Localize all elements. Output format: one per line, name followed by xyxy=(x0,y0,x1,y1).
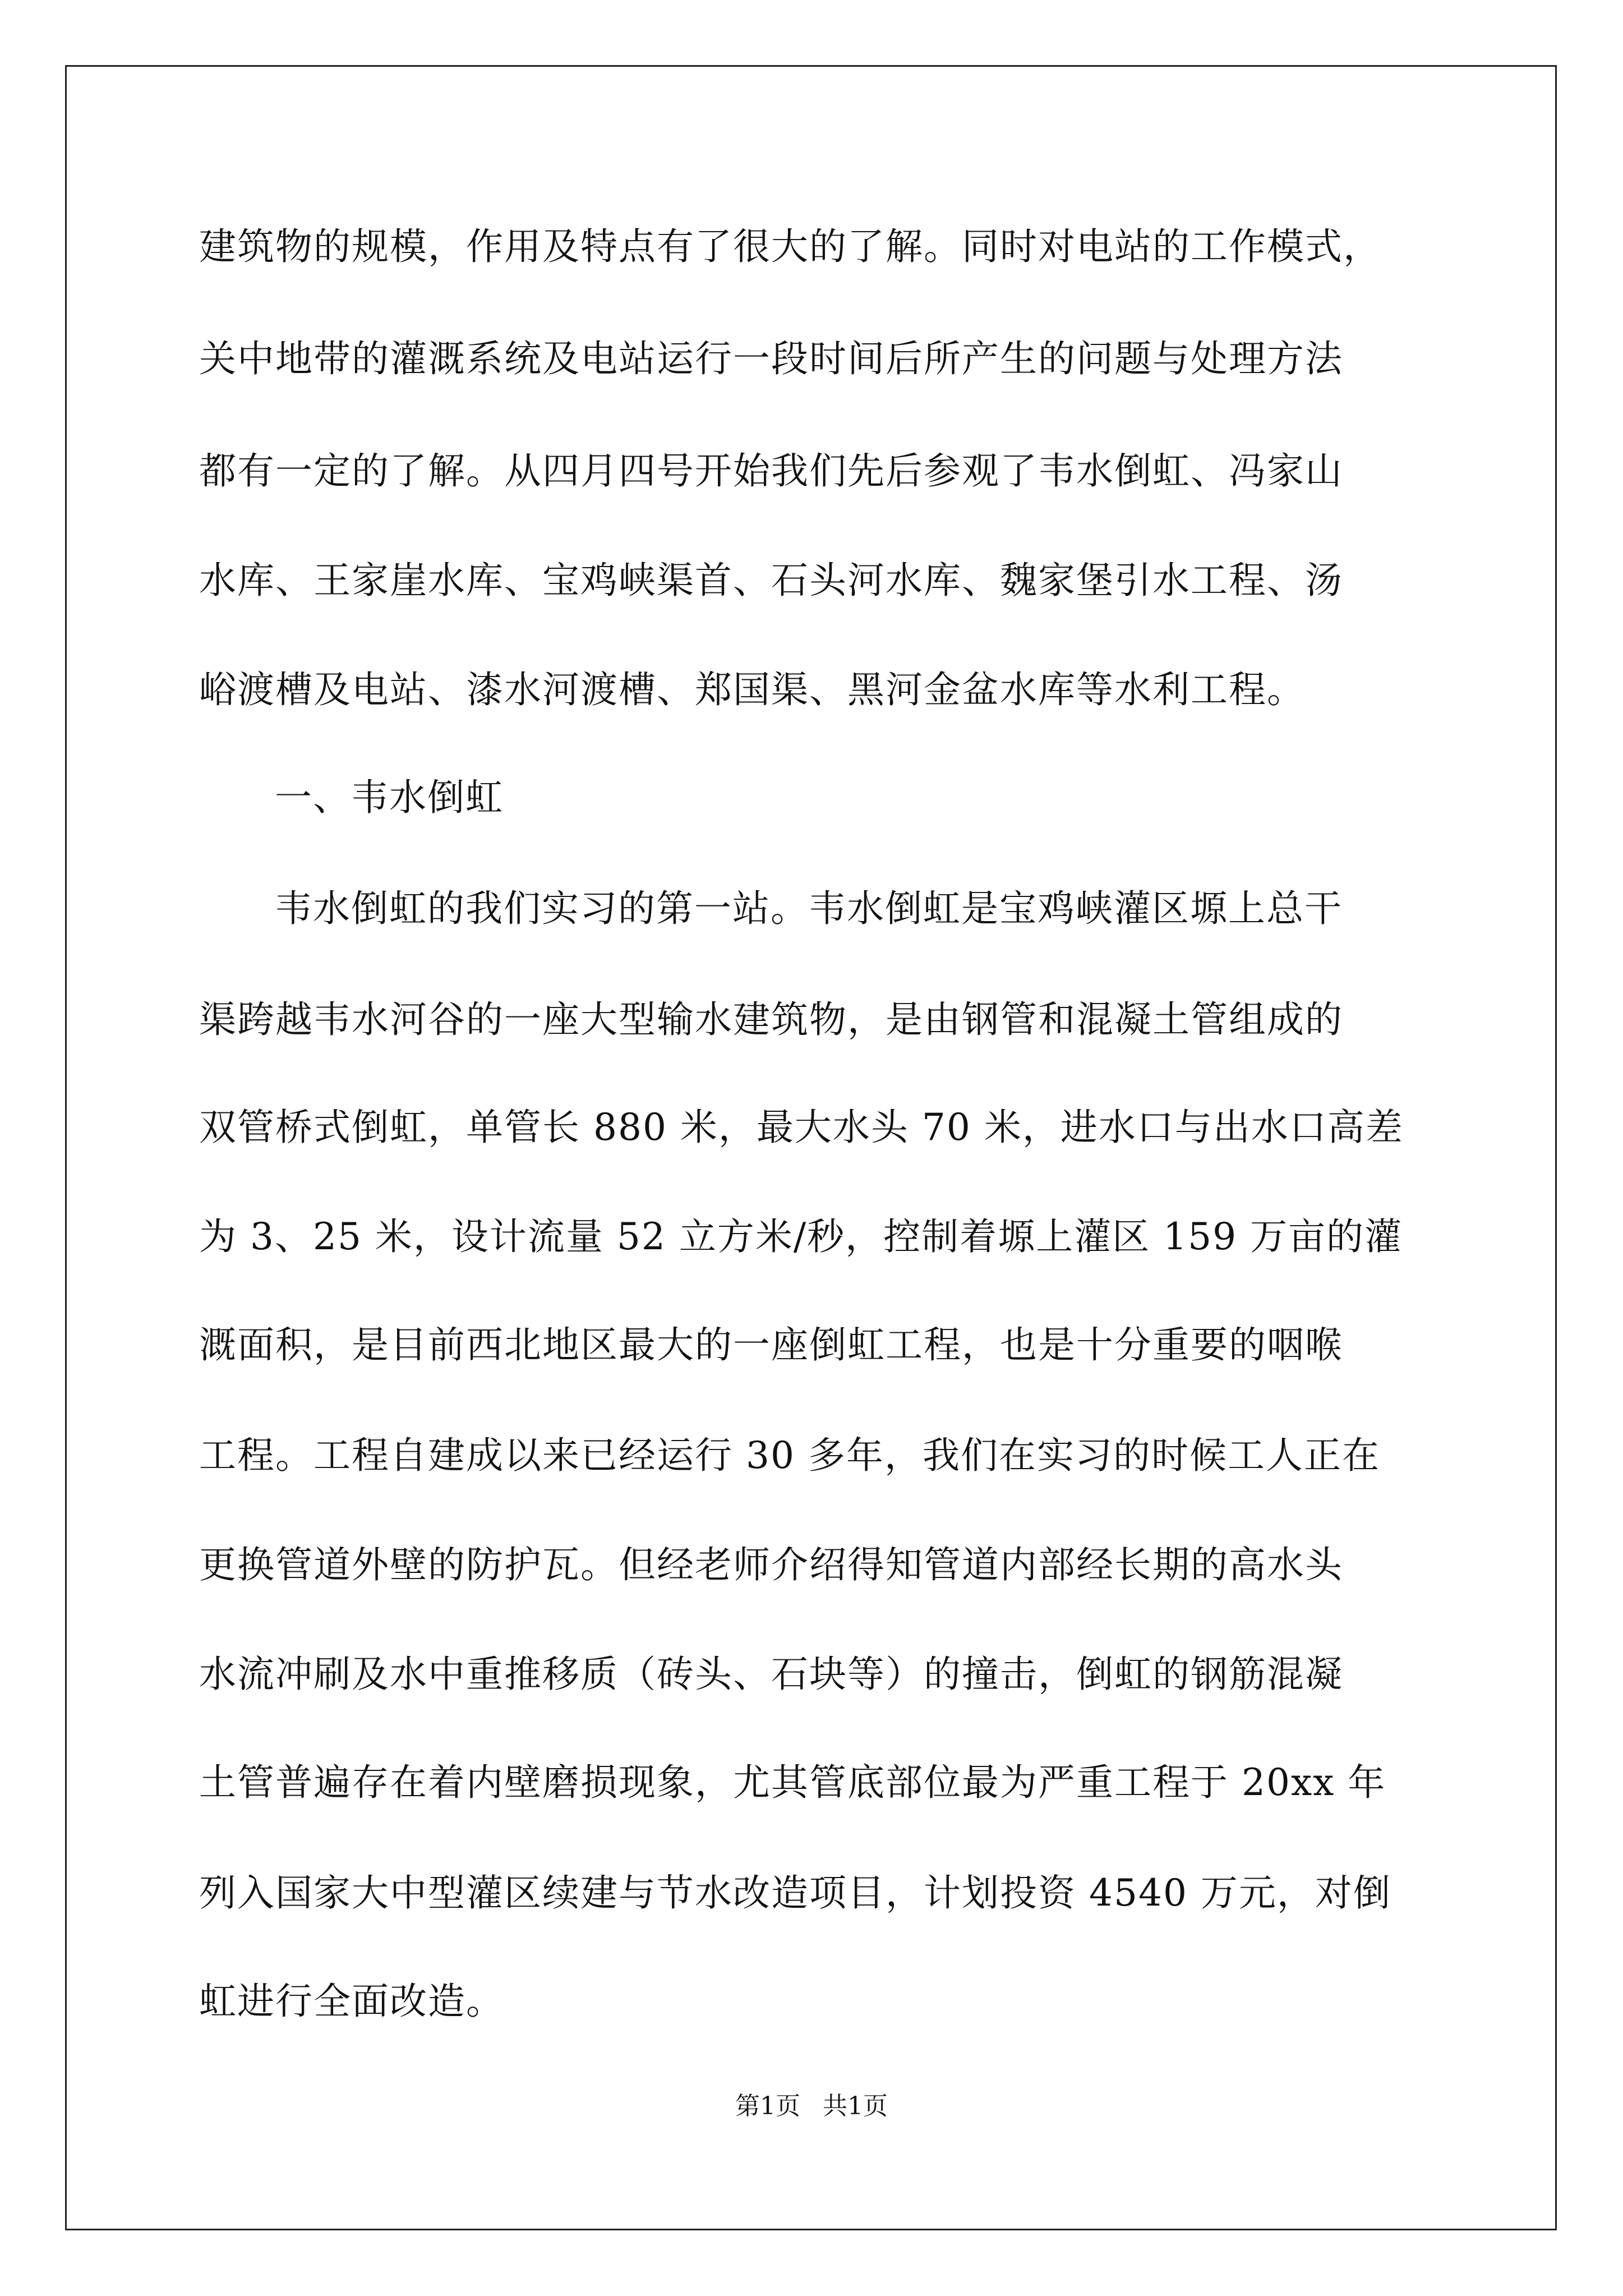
body-line-3: 都有一定的了解。从四月四号开始我们先后参观了韦水倒虹、冯家山 xyxy=(199,449,1343,493)
body-line-7: 韦水倒虹的我们实习的第一站。韦水倒虹是宝鸡峡灌区塬上总干 xyxy=(275,887,1343,930)
body-line-16: 列入国家大中型灌区续建与节水改造项目，计划投资 4540 万元，对倒 xyxy=(199,1871,1391,1915)
page-number: 第1页 xyxy=(735,2092,800,2120)
page-footer xyxy=(0,2091,1623,2122)
body-line-8: 渠跨越韦水河谷的一座大型输水建筑物，是由钢管和混凝土管组成的 xyxy=(199,998,1343,1041)
body-line-4: 水库、王家崖水库、宝鸡峡渠首、石头河水库、魏家堡引水工程、汤 xyxy=(199,559,1343,602)
body-line-13: 更换管道外壁的防护瓦。但经老师介绍得知管道内部经长期的高水头 xyxy=(199,1543,1343,1586)
page-total: 共1页 xyxy=(823,2092,888,2120)
body-line-1: 建筑物的规模，作用及特点有了很大的了解。同时对电站的工作模式， xyxy=(199,225,1381,268)
section-heading: 一、韦水倒虹 xyxy=(275,776,504,819)
body-line-17: 虹进行全面改造。 xyxy=(199,1980,504,2023)
body-line-2: 关中地带的灌溉系统及电站运行一段时间后所产生的问题与处理方法 xyxy=(199,337,1343,380)
body-line-9: 双管桥式倒虹，单管长 880 米，最大水头 70 米，进水口与出水口高差 xyxy=(199,1106,1404,1149)
body-line-5: 峪渡槽及电站、漆水河渡槽、郑国渠、黑河金盆水库等水利工程。 xyxy=(199,668,1305,711)
body-line-12: 工程。工程自建成以来已经运行 30 多年，我们在实习的时候工人正在 xyxy=(199,1434,1380,1477)
body-line-10: 为 3、25 米，设计流量 52 立方米/秒，控制着塬上灌区 159 万亩的灌 xyxy=(199,1215,1403,1258)
body-line-11: 溉面积，是目前西北地区最大的一座倒虹工程，也是十分重要的咽喉 xyxy=(199,1323,1343,1366)
body-line-14: 水流冲刷及水中重推移质（砖头、石块等）的撞击，倒虹的钢筋混凝 xyxy=(199,1653,1343,1696)
body-line-15: 土管普遍存在着内壁磨损现象，尤其管底部位最为严重工程于 20xx 年 xyxy=(199,1761,1386,1804)
